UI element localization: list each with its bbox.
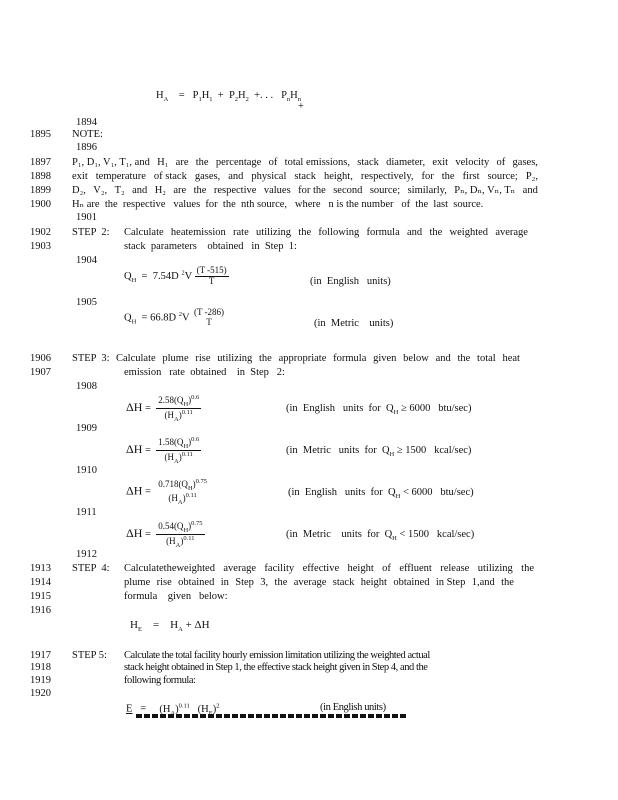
word: and [228,171,244,182]
denominator: $(H_A)^{0.11}$ [166,534,195,549]
step4-text-3: formula given below: [124,591,228,602]
plus-delta-h: + ΔH [185,619,210,631]
symbol: ΔH [126,483,143,498]
note-label: NOTE: [72,129,103,140]
word: second [333,185,363,196]
line-number: 1909 [76,423,97,434]
units-text: (in Metric units for Q [286,529,393,540]
symbol: Q [124,270,132,282]
coefficient: 66.8D [150,312,177,324]
line-number: 1904 [76,255,97,266]
equals: = [145,486,151,498]
line-number: 1897 [30,157,51,168]
formula-he [130,619,210,633]
term-ha: (H )$^{0.11}$ [159,704,189,715]
numerator: $1.58(Q_H)^{0.6}$ [158,436,200,450]
line-number: 1907 [30,367,51,378]
symbol: E [126,703,133,715]
numerator-text: 0.718(Q [158,479,188,489]
word: diameter, [386,157,426,168]
word: gases, [194,171,221,182]
garbled-text-strip [136,714,406,718]
equals: = [145,444,151,456]
subscript: n [297,96,301,104]
word: are [173,185,187,196]
word: stack [357,157,379,168]
line-number: 1901 [76,212,97,223]
word: facility [264,563,295,574]
word: T₂ [114,185,125,196]
line-number: 1898 [30,171,51,182]
fraction [156,394,201,423]
line-number: 1906 [30,353,51,364]
line-number: 1911 [76,507,97,518]
word: utilizing [256,227,292,238]
denominator: T [208,275,215,286]
symbol: ΔH [126,525,143,540]
word: stack [294,171,316,182]
word: Calculate [124,227,164,238]
note-line-2 [72,171,538,183]
word: exit [72,171,88,182]
word: heat [502,353,520,364]
superscript: 0.11 [178,702,190,709]
word: Calculate [116,353,156,364]
word: and [132,185,148,196]
superscript: 0.6 [191,436,200,443]
symbol: H [130,619,138,631]
word: heatemission [170,227,226,238]
word: effective [302,563,340,574]
numerator-text: 0.54(Q [158,521,184,531]
word: plume [124,577,151,588]
step3-text-1 [116,353,520,365]
superscript: 0.6 [191,394,200,401]
word: of [382,563,391,574]
word: appropriate [278,353,327,364]
line-number: 1905 [76,297,97,308]
formula-weighted-stack-height [156,90,301,103]
step3-label: STEP 3: [72,353,110,364]
subscript: H [187,484,193,492]
subscript: n [286,96,291,104]
word: respective [213,185,257,196]
formula-qh-english [124,266,229,287]
ellipsis: +. . . [254,90,274,101]
word: utilizing [477,563,513,574]
word: temperature [95,171,146,182]
word: of [496,157,506,168]
subscript: 1 [198,96,202,104]
formula-dh-metric-high [126,436,201,465]
superscript: 0.11 [181,408,193,416]
units-dh-metric-low [286,529,474,542]
symbol: H [201,90,210,101]
symbol: P [281,90,287,101]
subscript: 2 [234,96,239,104]
word: D₂, [72,185,86,196]
units-text: < 6000 btu/sec) [402,487,474,498]
numerator: $0.54(Q_H)^{0.75}$ [158,520,203,534]
word: the [259,353,272,364]
numerator: $2.58(Q_H)^{0.6}$ [158,394,200,408]
word: velocity [455,157,490,168]
fraction [156,520,204,549]
units-text: (in Metric units for Q [286,445,390,456]
word: percentage [215,157,262,168]
word: V₂, [93,185,108,196]
word: following [318,227,360,238]
line-number: 1900 [30,199,51,210]
word: given [373,353,397,364]
word: average [223,563,257,574]
line-number: 1908 [76,381,97,392]
word: respectively, [360,171,414,182]
note-line-3 [72,185,538,197]
subscript: H [392,535,397,543]
superscript: 0.75 [191,520,203,527]
subscript: H [183,400,189,408]
word: the [298,227,312,238]
units-text: ≥ 1500 kcal/sec) [396,445,472,456]
symbol: V [184,270,192,282]
word: P₂, [525,171,538,182]
line-number: 1910 [76,465,97,476]
line-number: 1916 [30,605,51,616]
units-dh-metric-high [286,445,471,458]
numerator: (T -515) [196,265,227,275]
equals: = [140,703,147,715]
symbol: Q [124,312,132,324]
step4-label: STEP 4: [72,563,110,574]
superscript: 2 [178,310,182,318]
word: of [268,157,278,168]
units-dh-english-low [288,487,474,500]
word: 3, [260,577,269,588]
word: gases, [512,157,538,168]
word: P₁, D₁, V₁, T₁, and [72,157,150,168]
symbol: P [192,90,199,101]
word: obtained [393,577,430,588]
word: first [462,171,480,182]
subscript: H [183,526,189,534]
superscript: 0.11 [181,450,193,458]
word: Step [235,577,254,588]
word: stack [332,577,355,588]
plus: + [217,90,224,101]
formula-dh-metric-low [126,520,205,549]
word: are [175,157,189,168]
step2-text-2: stack parameters obtained in Step 1: [124,241,297,252]
denominator-text: (H [164,409,175,420]
word: Calculatetheweighted [124,563,215,574]
symbol: H [290,90,298,101]
symbol: ΔH [126,399,143,414]
units-english: (in English units) [310,276,391,287]
line-number: 1899 [30,185,51,196]
word: 1,and [471,577,495,588]
formula-dh-english-low [126,478,209,506]
subscript: A [177,498,183,506]
word: source; [487,171,518,182]
equals: = [145,402,151,414]
denominator: $(H_A)^{0.11}$ [164,408,193,423]
line-number: 1896 [76,142,97,153]
denominator: $(H_A)^{0.11}$ [164,450,193,465]
line-number: 1919 [30,675,51,686]
symbol: H [156,90,164,101]
symbol: (H [197,703,209,715]
subscript: H [389,451,395,459]
word: the [193,185,207,196]
denominator-text: (H [166,535,176,546]
word: source; [369,185,401,196]
word: plume [162,353,189,364]
word: the [274,577,288,588]
word: obtained [178,577,215,588]
line-number: 1895 [30,129,51,140]
word: in Step [435,577,466,588]
word: average [495,227,528,238]
step3-text-2: emission rate obtained in Step 2: [124,367,285,378]
word: below [403,353,429,364]
equals: = [178,90,185,101]
word: height [347,563,374,574]
term-he: (H )$^2$ [198,704,220,715]
denominator: $(H_A)^{0.11}$ [168,491,197,506]
word: utilizing [217,353,253,364]
fraction [192,308,226,328]
step5-label: STEP 5: [72,650,107,661]
word: for [421,171,434,182]
symbol: P [228,90,235,101]
step5-text-2: stack height obtained in Step 1, the effective stack height given in Step 4, and the [124,662,428,673]
subscript: A [178,626,183,634]
line-number: 1894 [76,117,97,128]
coefficient: 7.54D [152,270,179,282]
superscript: 0.11 [185,491,197,499]
subscript: H [131,276,137,284]
word: the [441,171,455,182]
word: H₂ [154,185,166,196]
step4-text-1 [124,563,534,575]
numerator: (T -286) [193,307,225,317]
line-number: 1918 [30,662,51,673]
word: and [407,227,423,238]
word: exit [432,157,449,168]
subscript: A [163,96,169,104]
step4-text-2 [124,577,514,589]
word: the [457,353,471,364]
units-text: < 1500 kcal/sec) [399,529,475,540]
formula-plus-below: + [298,101,304,112]
denominator: T [206,316,212,327]
word: for the [298,185,326,196]
subscript: H [395,493,401,501]
line-number: 1920 [30,688,51,699]
word: weighted [449,227,489,238]
line-number: 1903 [30,241,51,252]
word: effluent [399,563,432,574]
subscript: H [183,442,189,450]
word: the [501,577,514,588]
units-text: (in English units for Q [286,403,394,414]
denominator-text: (H [168,492,178,503]
symbol: H [238,90,246,101]
symbol: ΔH [126,441,143,456]
subscript: H [131,318,137,326]
denominator-text: (H [164,451,175,462]
units-dh-english-high [286,403,471,416]
fraction [156,436,201,465]
subscript: E [137,626,142,634]
equals: = [145,528,151,540]
word: physical [251,171,287,182]
subscript: A [174,457,179,465]
numerator: $0.718(Q_H)^{0.75}$ [158,478,208,492]
line-number: 1917 [30,650,51,661]
numerator-text: 2.58(Q [158,395,184,405]
equals: = [141,270,148,282]
word: height [360,577,387,588]
word: and [435,353,451,364]
fraction [195,266,229,287]
word: formula [366,227,400,238]
word: rise [195,353,211,364]
subscript: A [174,415,179,423]
note-line-4: Hₙ are the respective values for the nth source, where n is the number of the last source. [72,199,484,210]
word: H₁ [157,157,169,168]
word: release [440,563,470,574]
subscript: H [393,409,399,417]
step2-text-1 [124,227,528,239]
word: average [293,577,327,588]
formula-dh-english-high [126,394,201,423]
units-text: ≥ 6000 btu/sec) [400,403,472,414]
word: total emissions, [284,157,350,168]
word: rate [233,227,249,238]
formula-qh-metric [124,308,226,328]
symbol: (H [159,703,171,715]
superscript: 0.75 [195,478,208,485]
line-number: 1914 [30,577,51,588]
symbol: V [181,312,190,324]
step5-text-3: following formula: [124,675,196,686]
fraction [156,478,209,506]
subscript: A [175,541,181,549]
word: rise [156,577,172,588]
units-text: (in English units for Q [288,487,396,498]
word: the [521,563,534,574]
word: Pₙ, Dₙ, Vₙ, Tₙ [454,185,516,196]
subscript: 2 [245,96,249,104]
word: values [263,185,291,196]
word: of stack [153,171,187,182]
line-number: 1912 [76,549,97,560]
superscript: 2 [181,269,185,277]
word: height, [323,171,353,182]
word: similarly, [407,185,447,196]
numerator-text: 1.58(Q [158,437,184,447]
word: the [195,157,209,168]
word: in [220,577,229,588]
symbol: H [170,619,179,631]
word: total [477,353,496,364]
word: and [522,185,538,196]
line-number: 1915 [30,591,51,602]
subscript: 1 [209,96,213,104]
word: formula [333,353,367,364]
step2-label: STEP 2: [72,227,110,238]
units-emission-limit: (in English units) [320,702,386,713]
superscript: 2 [216,702,220,709]
step5-text-1: Calculate the total facility hourly emission limitation utilizing the weighted actual [124,650,430,661]
equals: = [141,312,148,324]
note-line-1 [72,157,538,169]
units-metric: (in Metric units) [314,318,394,329]
line-number: 1913 [30,563,51,574]
line-number: 1902 [30,227,51,238]
word: the [429,227,443,238]
superscript: 0.11 [183,534,195,542]
equals: = [152,619,160,631]
